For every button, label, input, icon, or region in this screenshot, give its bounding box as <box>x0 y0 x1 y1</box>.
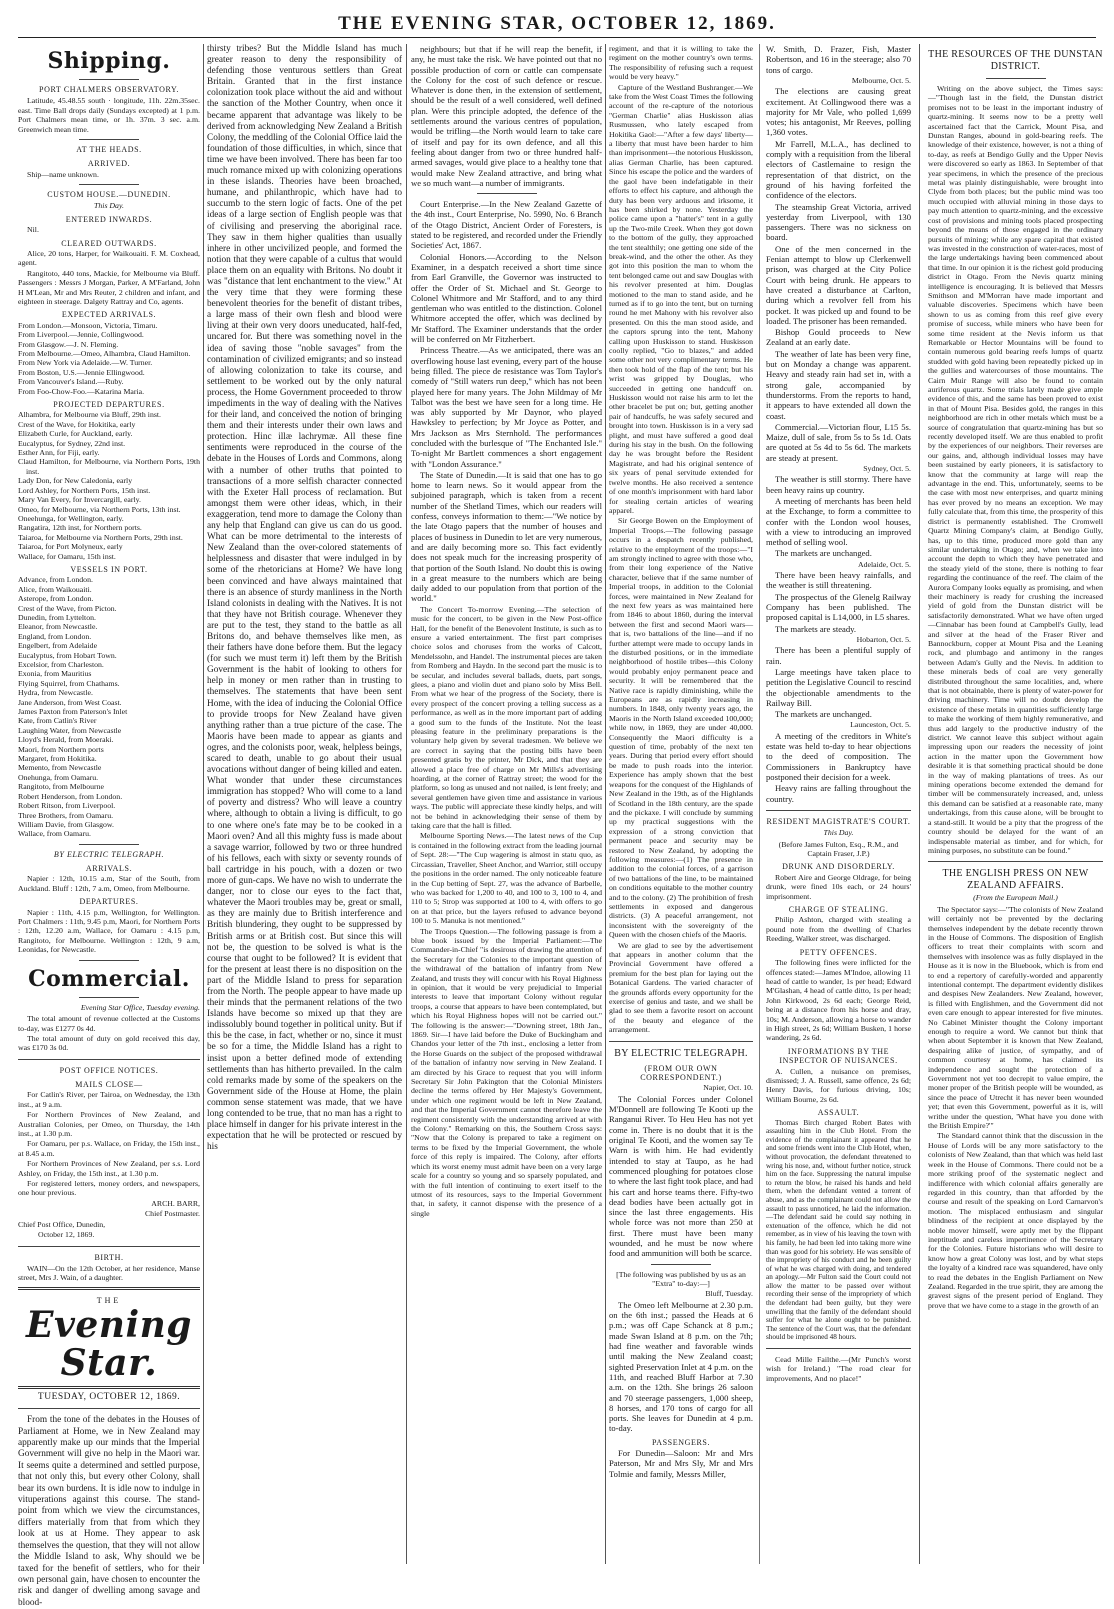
paper-name: Evening Star. <box>26 1303 192 1384</box>
melbourne-p1: The elections are causing great excitement. At Collingwood there was a majority for Mr Vale, who polled 1,699 votes; his antagonist, Mr Reeves, polling 1,360 votes. <box>766 86 911 138</box>
departures-text: Napier : 11th, 4.15 p.m, Wellington, for Wellington. Port Chalmers : 11th, 9.45 p.m, Maori, for Northern Ports : 12th, 12.20 a.m, Wallace, for Oamaru : 4.15 p.m, Rangitoto, for Melbourne. Wellington : 12th, 9 a.m, Leonidas, for Newcastle. <box>18 907 200 955</box>
article-botanical: We are glad to see by the advertisement that appears in another column that the Provincial Government have offered a premium for the best plan for laying out the Botanical Gardens. The varied character of the grounds affords every opportunity for the exercise of genius and taste, and we shall be glad to see them a favorite resort on account of the beauty and elegance of the arrangement. <box>609 940 753 1035</box>
list-item: Onehunga, from Oamaru. <box>18 772 99 782</box>
rule <box>18 1246 200 1247</box>
paper-the: THE <box>96 1295 122 1305</box>
rule <box>609 1041 753 1042</box>
cleared-label: CLEARED OUTWARDS. <box>61 238 157 248</box>
list-item: Three Brothers, from Oamaru. <box>18 810 114 820</box>
rule <box>79 997 139 998</box>
telegraph-title: BY ELECTRIC TELEGRAPH. <box>53 849 165 859</box>
observatory-title: PORT CHALMERS OBSERVATORY. <box>39 85 179 94</box>
drunk-text: Robert Aire and George Oldrage, for being drunk, were fined 10s each, or 24 hours' imprisonment. <box>766 872 911 901</box>
punch-quote: Cead Mille Failthe.—(Mr Punch's worst wish for Ireland.) "The road clear for improvements, And no place!" <box>766 1355 911 1383</box>
adelaide-p1: There have been heavy rainfalls, and the weather is still threatening. <box>766 570 911 591</box>
page-header-title: THE EVENING STAR, OCTOBER 12, 1869. <box>338 13 776 34</box>
customs-title: CUSTOM HOUSE.—DUNEDIN. <box>47 190 171 200</box>
column-divider <box>406 44 407 1564</box>
list-item: Exonia, from Mauritius <box>18 669 92 679</box>
column-news <box>411 44 602 1566</box>
post-item: For Oamaru, per p.s. Wallace, on Friday, the 15th inst., at 8.45 a.m. <box>18 1139 200 1158</box>
list-item: Advance, from London. <box>18 575 93 585</box>
in-port-list <box>18 575 200 838</box>
article-bushranger: Capture of the Westland Bushranger.—We take from the West Coast Times the following account of the re-capture of the notorious "German Charlie" alias Huskisson alias Rusmussen, who lately escaped from Hokitika Gaol:—"After a few days' liberty—a liberty that must have been harder to him than imprisonment—the notorious Huskisson, alias German Charlie, has been captured. Since his escape the police and the warders of the gaol have been indefatigable in their efforts to effect his capture, and although the duty has been very arduous and irksome, it has been shirked by none. Yesterday the police came upon a "hatter's" tent in a gully up the Two-mile Creek. When they got down to the bottom of the gully, they approached the tent stealthily; one getting one side of the break-wind, and the other the other. As they got into this position the man to whom the tent belonged came out and saw Douglas with his revolver presented at him. Douglas motioned to the man to stand aside, and he turned as if to go into the tent, but on turning round he met Mahony with his revolver also presented. On this the man stood aside, and the captors sprung into the tent, Mahony calling upon Huskisson to stand. Huskisson coolly replied, "Go to blazes," and added some other not very complimentary terms. He then took hold of the flap of the tent; but his wrist was gripped by Douglas, who succeeded in getting one handcuff on. Huskisson would not raise his arm to let the other bracelet be put on; but, getting another pair of handcuffs, he was safely secured and brought into town. Huskisson is in a very sad plight, and must have suffered a good deal during his stay in the bush. On the following day he was brought before the Resident Magistrate, and had his original sentence of six years of penal servitude extended for twelve months. He also received a sentence of one month's imprisonment with hard labor for stealing certain articles of wearing apparel. <box>609 82 753 515</box>
court-day: This Day. <box>823 828 854 838</box>
list-item: Oneehunga, for Wellington, early. <box>18 513 124 523</box>
post-item: For Northern Provinces of New Zealand, per s.s. Lord Ashley, on Friday, the 15th inst., at 1.30 p.m. <box>18 1159 200 1178</box>
list-item: Lady Don, for New Caledonia, early <box>18 476 133 486</box>
dateline-launceston: Launceston, Oct. 5. <box>850 720 911 730</box>
nuisances-label: INFORMATIONS BY THE INSPECTOR OF NUISANCES. <box>779 1046 898 1066</box>
rule <box>766 1348 911 1349</box>
list-item: Crest of the Wave, from Picton. <box>18 603 117 613</box>
post-place: Chief Post Office, Dunedin, <box>18 1219 106 1229</box>
article-sporting-news: Melbourne Sporting News.—The latest news of the Cup is contained in the following extract from the leading journal of Sept. 28:—"The Cup wagering is almost in statu quo, as Circassian, Traveller, Sheet Anchor, and Warrior, still occupy the positions in the order named. The only noticeable feature in the Cup betting of Sept. 27, was the advance of Barbelle, who was backed for 1,200 to 40, and 100 to 3, 100 to 4, and 110 to 5; Strop was supported at 100 to 4, with offers to go on at that price, but the layers refused to advance beyond 100 to 5. Manuka is not mentioned." <box>411 831 602 926</box>
list-item: Alice, from Waikouaiti. <box>18 584 92 594</box>
post-title: POST OFFICE NOTICES. <box>59 1065 159 1075</box>
nuisances-text: A. Cullen, a nuisance on premises, dismissed; J. A. Russell, same offence, 2s 6d; Henry Davis, for furious driving, 10s; William Bourne, 2s 6d. <box>766 1066 911 1104</box>
list-item: Engelbert, from Adelaide <box>18 641 98 651</box>
dateline-adelaide: Adelaide, Oct. 5. <box>857 559 911 569</box>
rule <box>986 78 1046 79</box>
list-item: England, from London. <box>18 631 92 641</box>
article-concert: The Concert To-morrow Evening.—The selection of music for the concert, to be given in the New Post-office Hall, for the benefit of the Benevolent Institute, is such as to ensure a varied entertainment. The first part comprises choice solos and choruses from the works of Calcott, Mendelssohn, and Handel. The instrumental pieces are taken from Romberg and Haydn. In the second part the music is to be secular, and includes several ballads, duets, part songs, glees, a piano and violin duet and piano solo by Miss Bell. From what we hear of the progress of the Society, there is every prospect of the concert proving a telling success as a performance, as well as in the more important part of adding a good sum to the funds of the Institute. Not the least pleasing feature in the preliminary preparations is the voluntary help given by several tradesmen. We believe we are correct in saying that the posting bills have been presented gratis by the printer, Mr Dick, and that they are allowed a place free of charge on Mr Mills's advertising hoarding, at the corner of Rattray street; the wood for the platform, so long as unused and not nailed, is lent freely; and several gentlemen have given time and assistance in various ways. The public will appreciate these kindly helps, and will not be behind in acknowledging their sense of them by taking care that the hall is filled. <box>411 604 602 831</box>
list-item: Crest of the Wave, for Hokitika, early <box>18 419 136 429</box>
assault-label: ASSAULT. <box>817 1108 860 1118</box>
list-item: Jane Anderson, from West Coast. <box>18 697 122 707</box>
departures-label: DEPARTURES. <box>79 897 139 907</box>
post-signer-title: Chief Postmaster. <box>144 1209 200 1219</box>
list-item: From Melbourne.—Omeo, Alhambra, Claud Hamilton. <box>18 349 191 359</box>
heads-arrived-label: ARRIVED. <box>87 159 131 169</box>
list-item: Taiaroa, for Port Molyneux, early <box>18 542 123 552</box>
list-item: From Vancouver's Island.—Ruby. <box>18 377 124 387</box>
list-item: From Foo-Chow-Foo.—Katarina Maria. <box>18 386 145 396</box>
adelaide-p2: The prospectus of the Glenelg Railway Company has been published. The proposed capital is L14,000, in L5 shares. <box>766 591 911 623</box>
post-date: October 12, 1869. <box>38 1230 95 1240</box>
list-item: From London.—Monsoon, Victoria, Timaru. <box>18 320 158 330</box>
launceston-p2: Heavy rains are falling throughout the country. <box>766 783 911 804</box>
shipping-header: Shipping. <box>47 48 171 74</box>
cleared-item: Rangitoto, 440 tons, Mackie, for Melbourne via Bluff. Passengers : Messrs J Morgan, Parker, A M'Farland, John H M'Lean, Mr and Mrs Reuter, 2 children and infant, and eighteen in steerage. Dalgety Rattray and Co, agents. <box>18 268 200 306</box>
list-item: Eleanor, from Newcastle. <box>18 622 98 632</box>
column-divider <box>759 44 760 1564</box>
assault-text: Thomas Birch charged Robert Bates with assaulting him in the Club Hotel. From the evidence of the complainant it appeared that he and some friends went into the Club Hotel, when, without provocation, the defendant threatened to wring his nose, and, without further notice, struck him on the face. Suppressing the natural impulse to return the blow, he raised his hands and held them, when the defendant vented a torrent of abuse, and as the complainant could not allow the assault to pass unnoticed, he laid the information.—The defendant said he could say nothing in extenuation of the offence, which he did not remember, as in view of his leaving the town with his family, he had been led into taking more wine than was good for his sobriety. He was sensible of the impropriety of his conduct and he been guilty of what he was charged with doing, and tendered an apology.—Mr Fulton said the Court could not allow the matter to be passed over without recording their sense of the impropriety of which the defendant had been guilty, but they were unwilling that the family of the defendant should suffer for what he alone ought to be punished. The sentence of the Court was, that the defendant should be imprisoned 48 hours. <box>766 1118 911 1342</box>
melbourne-p4: One of the men concerned in the Fenian attempt to blow up Clerkenwell prison, was charged at the City Police Court with being drunk. He appears to have created a disturbance at Carlton, during which a revolver fell from his pocket. It was picked up and found to be loaded. The prisoner has been remanded. <box>766 243 911 326</box>
list-item: Laughing Water, from Newcastle <box>18 725 122 735</box>
launceston-p1: A meeting of the creditors in White's estate was held to-day to hear objections to the deed of composition. The Commissioners in Bankruptcy have postponed their decision for a week. <box>766 730 911 783</box>
dateline-hobarton: Hobarton, Oct. 5. <box>856 634 911 644</box>
melbourne-p5: Bishop Gould proceeds to New Zealand at an early date. <box>766 327 911 348</box>
article-text: regiment, and that it is willing to take the regiment on the mother country's own terms. The responsibility of refusing such a request would be very heavy." <box>609 44 753 82</box>
court-title: RESIDENT MAGISTRATE'S COURT. <box>766 816 911 826</box>
observatory-text: Latitude, 45.48.55 south · longitude, 11h. 22m.35sec. east. Time Ball drops daily (Sundays excepted) at 1 p.m. Port Chalmers mean time, or 1h. 37m. 3 sec. a.m. Greenwich mean time. <box>18 96 200 134</box>
rule <box>18 1408 200 1409</box>
article-text: neighbours; but that if he will reap the benefit, if any, he must take the risk. We have pointed out that no possible production of corn or cattle can compensate the Colony for the cost of such defence or rescue. Whatever is done then, in the extension of settlement, should be the result of a well considered, well defined plan. Were this principle adopted, the defence of the settlements around the various centres of population, would be trifling—the North would learn to take care of itself and pay for its own defence, and all this feeling about danger from two or three hundred half-armed savages, would give place to a healthy tone that would make New Zealand attractive, and bring what we so much want—a number of immigrants. <box>411 44 602 188</box>
masthead <box>0 0 1114 40</box>
list-item: Esther Ann, for Fiji, early. <box>18 448 100 458</box>
dateline-bluff: Bluff, Tuesday. <box>705 1289 753 1299</box>
column-shipping <box>18 44 200 1608</box>
petty-label: PETTY OFFENCES. <box>799 947 878 957</box>
rule <box>79 184 139 185</box>
mails-label: MAILS CLOSE— <box>75 1080 143 1090</box>
post-signer: ARCH. BARR, <box>151 1198 200 1208</box>
list-item: Maori, from Northern ports <box>18 744 104 754</box>
telegraph-bluff: The Omeo left Melbourne at 2.30 p.m. on the 6th inst.; passed the Heads at 6 p.m.; was off Cape Schanck at 8 p.m.; made Swan Island at 8 p.m. on the 7th; had fine weather and favorable winds until making the New Zealand coast; sighted Preservation Inlet at 4 p.m. on the 11th, and reached Bluff Harbor at 7.30 a.m. on the 12th. She brings 26 saloon and 70 steerage passengers, 1,000 sheep, 8 horses, and 170 tons of cargo for all ports. She leaves for Dunedin at 4 p.m. to-day. <box>609 1299 753 1434</box>
list-item: Margaret, from Hokitika. <box>18 754 97 764</box>
expected-list <box>18 321 200 396</box>
passengers-text: For Dunedin—Saloon: Mr and Mrs Paterson, Mr and Mrs Sly, Mr and Mrs Tolmie and family, Messrs Miller, <box>609 1448 753 1479</box>
dateline-napier: Napier, Oct. 10. <box>703 1083 753 1093</box>
article-bowen: Sir George Bowen on the Employment of Imperial Troops.—The following passage occurs in a despatch recently published, relative to the employment of the troops:—"I am strongly inclined to agree with those who, from their long experience of the Native character, believe that if the same number of Imperial troops, in addition to the Colonial forces, were maintained in New Zealand for the next few years as was maintained here from 1846 to about 1860, during the interval between the first and second Maori wars—that is, two battalions of the line—and if no further attempt were made to occupy lands in the disturbed positions, or in the immediate neighborhood of hostile tribes—this Colony would probably enjoy permanent peace and security. It will be remembered that the Native race is rapidly diminishing, while the Europeans are as rapidly increasing in numbers. In 1848, only twenty years ago, the Maoris in the North Island exceeded 100,000; while now, in 1869, they are under 40,000. Consequently the Maori difficulty is a question of time, probably of the next ten years. During that period every effort should be made to push roads into the interior. Experience has amply shown that the best weapons for the conquest of the Highlands of New Zealand in the 19th, as of the Highlands of Scotland in the 18th century, are the spade and the pickaxe. I will conclude by summing up my practical suggestions with the expression of a strong conviction that permanent peace and security may be restored to New Zealand, by adopting the following measures:—(1) The presence in addition to the colonial forces, of a garrison of two battalions of the line, to be maintained on conditions equitable to the mother country and to the colony. (2) The prohibition of fresh settlements in exposed and dangerous districts. (3) A peaceful arrangement, not inconsistent with the sovereignty of the Queen with the chosen chiefs of the Maoris. <box>609 516 753 940</box>
list-item: William Davie, from Glasgow. <box>18 819 114 829</box>
post-item: For registered letters, money orders, and newspapers, one hour previous. <box>18 1179 200 1198</box>
leader-continued: thirsty tribes? But the Middle Island has much greater reason to deny the responsibility of defending those venturous settlers than Great Britain. Granted that in the first instance colonization took place without the aid and without the sanction of the Mother Country, when once it became apparent that advantage was likely to be derived from acknowledging New Zealand a British Colony, the meddling of the Colonial Office laid the foundation of those difficulties, in which, since that time we have been involved. There has been far too much romance mixed up with colonizing operations in these islands. Theories have been broached, humane, and philanthropic, which have had to succumb to the stern logic of facts. One of the pet ideas of a large section of English people was that of civilising and preserving the aboriginal race. They saw in them higher qualities than usually inhere in other uncivilized people, and formed the notion that they were capable of a cultus that would place them on an equality with Britons. No doubt it was "distance that lent enchantment to the view." At the very time that they were forming these benevolent theories for the benefit of distant tribes, a large mass of their own flesh and blood were living at their own very doors uneducated, half-fed, uncared for. But there was something novel in the idea of saving those "noble savages" from the contamination of civilized emigrants; and so instead of allowing colonization to take its course, and settlement to be worked out by the only natural process, the Home Government proceeded to throw impediments in the way of dealing with the Natives for their land, and conceived the notion of bringing them and their interests under their own laws and protection. Hinc illæ lachrymæ. All these fine sentiments were reproduced in the course of the debate in the Houses of Lords and Commons, along with a number of other truths that pointed to transactions of a more selfish character connected with the Exeter Hall process of reclamation. But amongst them were other ideas, which, in their exaggeration, tend more to damage the Colony than any help that England can give us can do us good. What can be more detrimental to the interests of New Zealand than the over-colored statements of helplessness and disaster that were indulged in by some of the rhetoricians at Home? We have long been convinced and have always maintained that there is an absence of sturdy manliness in the North Island colonists in dealing with the Natives. It is not that they have not British courage. Whenever they are put to the test, they stand to the battle as all Britons do, and behave themselves like men, as their fathers have done before them. But the legacy (for such we must term it) left them by the British Government is the habit of looking to others for help in money or men rather than in trusting to themselves. The statements that have been sent Home, with the idea of inducing the Colonial Office to provide troops for New Zealand have given anything rather than a true picture of the case. The Maoris have been made to appear as giants and ogres, and the colonists poor, weak, helpless beings, scared to death, unable to go about their usual avocations without danger of being killed and eaten. What wonder that under these circumstances immigration has stopped? Who will come to a land of poverty and distress? Who will leave a country where, although to obtain a living is difficult, to go to one where one's fate may be to be cooked in a Maori oven? And all this mighty fuss is made about a savage warrior, followed by two or three hundred of his fellows, each with sixty or seventy rounds of ball cartridge in his pouch, with a dozen or two more of gun-caps. We have no wish to underrate the danger, nor to close our eyes to the fact that, whatever the Maori troubles may be, great or small, as they are mainly due to British interference and British blundering, they ought to be suppressed by British arms or at British cost. But since this will not be, the question to be solved is what is the course that ought to be followed? It is evident that for the present at least there is no disposition on the part of the Middle Island to press for separation from the North. The people appear to have made up their minds that the permanent relations of the two Islands have become so mixed up that they are indissolubly bound together in political unity. But if this be the case, in fact, whether or no, since it must be so for a time, the Middle Island has a right to insist upon a better defined mode of extending settlements than has hitherto prevailed. In the calm cold remarks made by some of the speakers on the Government side of the House at Home, the plain common sense statement was made, that we have long contended to be true, that no man has a right to place himself in danger for his private interest in the expectation that he will be protected or rescued by his <box>207 44 402 1153</box>
list-item: Eucalyptus, for Sydney, 22nd inst. <box>18 438 126 448</box>
passengers-continued: W. Smith, D. Frazer, Fish, Master Robertson, and 16 in the steerage; also 70 tons of cargo. <box>766 44 911 75</box>
english-press-source: (From the European Mail.) <box>973 893 1058 903</box>
list-item: From New York via Adelaide.—W. Turner. <box>18 358 153 368</box>
melbourne-p3: The steamship Great Victoria, arrived yesterday from Liverpool, with 130 passengers. There was no sickness on board. <box>766 201 911 243</box>
commercial-p1: The total amount of revenue collected at the Customs to-day, was £1277 0s 4d. <box>18 1014 200 1033</box>
customs-day: This Day. <box>94 201 124 211</box>
list-item: Excelsior, from Charleston. <box>18 660 104 670</box>
list-item: Alhambra, for Melbourne via Bluff, 29th inst. <box>18 410 161 420</box>
subcolumn-left <box>609 44 753 1566</box>
post-item: For Catlin's River, per Tairoa, on Wednesday, the 13th inst., at 9 a.m. <box>18 1090 200 1109</box>
article-court-enterprise: Court Enterprise.—In the New Zealand Gazette of the 4th inst., Court Enterprise, No. 5990, No. 6 Branch of the Otago District, Ancient Order of Foresters, is stated to be registered, and recorded under the Friendly Societies' Act, 1867. <box>411 199 602 251</box>
article-troops-question: The Troops Question.—The following passage is from a blue book issued by the Imperial Parliament:—The Commander-in-Chief "is desirous of drawing the attention of the Secretary for the Colonies to the important question of the withdrawal of the battalion of infantry from New Zealand, and trusts they will concur with his Royal Highness in opinion, that it would be very prejudicial to Imperial interests to leave that important Colony without regular troops, a course that appears to have been contemplated, but which his Royal Highness hopes will not be carried out." The following is the answer:—"Downing street, 18th Jan., 1869. Sir—I have laid before the Duke of Buckingham and Chandos your letter of the 7th inst., enclosing a letter from the Horse Guards on the subject of the proposed withdrawal of the battalion of infantry now serving in New Zealand. I am directed by his Grace to request that you will inform Secretary Sir John Pakington that the Colonial Ministers decline the terms offered by Her Majesty's Government, under which one regiment would be left in New Zealand, and that the Imperial Government cannot therefore leave the regiment consistently with the understanding arrived at with the Colony." Remarking on this, the Southern Cross says: "Now that the Colony is prepared to take a regiment on terms to be fixed by the Imperial Government, the whole force of this reply is impaired. The Colony, after efforts which its worst enemy must admit have been on a very large scale for a country so young and so sparsely populated, and with the full intention of continuing to exert itself to the utmost of its resources, says to the Imperial Government that, in safety, it cannot dispense with the presence of a single <box>411 926 602 1218</box>
petty-text: The following fines were inflicted for the offences stated:—James M'Indoe, allowing 11 head of cattle to wander, 1s per head; Edward M'Glashan, 4 head of cattle ditto, 1s per head; John Kirkwood, 2s 6d each; George Reid, being at a distance from his horse and dray, 10s; M. Anderson, allowing a horse to wander in High street, 2s 6d; William Busken, 1 horse wandering, 2s 6d. <box>766 958 911 1043</box>
rule <box>18 1287 200 1290</box>
list-item: Lloyd's Herald, from Moeraki. <box>18 735 114 745</box>
rule <box>79 844 139 845</box>
english-press-p1: The Spectator says:—"The colonists of New Zealand will certainly not be prevented by the declaring themselves independent by the debate recently thrown in the House of Commons. The disposition of English officers to treat their complaints with scorn and themselves with insolence was as fully displayed in the House as it is now in the Bluebook, which is from end to end a repertory of carefully-worded and apparently intentional contempt. The department evidently dislikes and despises New Zealanders. New Zealand, however, is filled with Englishmen, and the Government did not even care enough to appear interested for five minutes. No Cabinet Minister thought the Colony important enough to require a word. We cannot but think that when about September it is known that New Zealand, despairing alike of justice, of sympathy, and of common courtesy at home, has claimed its independence and sought the protection of a Government not yet too decrepit to value empire, the moner proper of the British people will be wounded, as since the peace of Utrecht it has never been wounded yet; that even this Government, powerful as it is, will writhe under the question, 'What have you done with the British Empire?'" <box>928 904 1104 1131</box>
list-item: Taiaroa, for Melbourne via Northern Ports, 29th inst. <box>18 532 183 542</box>
arrivals-text: Napier : 12th, 10.15 a.m, Star of the South, from Auckland. Bluff : 12th, 7 a.m, Omeo, from Melbourne. <box>18 874 200 893</box>
rule <box>651 1264 711 1265</box>
entered-text: Nil. <box>27 225 39 235</box>
commercial-p2: The total amount of duty on gold received this day, was £170 3s 0d. <box>18 1033 200 1053</box>
post-item: For Northern Provinces of New Zealand, and Australian Colonies, per Omeo, on Thursday, the 14th inst., at 1.30 p.m. <box>18 1110 200 1139</box>
entered-label: ENTERED INWARDS. <box>65 214 153 224</box>
list-item: Rangitoto, from Melbourne <box>18 782 104 792</box>
rule <box>928 861 1103 862</box>
column-leader <box>207 44 402 1566</box>
list-item: Memento, from Newcastle <box>18 763 102 773</box>
telegraph-title: BY ELECTRIC TELEGRAPH. <box>614 1047 748 1059</box>
subcolumn-right <box>766 44 911 1566</box>
list-item: James Paxton from Paterson's Inlet <box>18 707 128 717</box>
rule <box>18 1059 200 1060</box>
projected-label: PROJECTED DEPARTURES. <box>53 400 165 410</box>
passengers-title: PASSENGERS. <box>651 1437 711 1447</box>
rule <box>79 960 139 961</box>
commercial-header: Commercial. <box>28 965 190 992</box>
arrivals-label: ARRIVALS. <box>85 864 133 874</box>
rule <box>766 810 911 811</box>
hobarton-p3: The markets are unchanged. <box>775 709 872 720</box>
stealing-label: CHARGE OF STEALING. <box>788 905 889 915</box>
rule <box>18 1386 200 1389</box>
adelaide-p3: The markets are steady. <box>775 623 857 634</box>
in-port-label: VESSELS IN PORT. <box>70 564 148 574</box>
list-item: Robert Ritson, from Liverpool. <box>18 801 116 811</box>
dateline-melbourne: Melbourne, Oct. 5. <box>851 75 911 85</box>
list-item: Lord Ashley, for Northern Ports, 15th inst. <box>18 485 151 495</box>
header-rule <box>18 37 1096 38</box>
column-resources <box>928 44 1103 1566</box>
resources-title: THE RESOURCES OF THE DUNSTAN DISTRICT. <box>928 49 1103 72</box>
list-item: Mary Van Every, for Invercargill, early. <box>18 495 141 505</box>
commercial-office: Evening Star Office, Tuesday evening. <box>80 1002 200 1012</box>
court-bench: (Before James Fulton, Esq., R.M., and Captain Fraser, J.P.) <box>778 839 899 859</box>
list-item: Dunedin, from Lyttelton. <box>18 612 96 622</box>
list-item: Claud Hamilton, for Melbourne, via Northern Ports, 19th inst. <box>18 457 200 476</box>
melbourne-p2: Mr Farrell, M.L.A., has declined to comply with a requisition from the liberal electors of Castlemaine to resign the representation of that district, on the ground of his having forfeited the confidence of the electors. <box>766 138 911 201</box>
heads-text: Ship—name unknown. <box>27 169 99 179</box>
dateline-sydney: Sydney, Oct. 5. <box>863 463 911 473</box>
column-divider <box>605 44 606 1564</box>
rule <box>79 139 139 140</box>
projected-list <box>18 410 200 561</box>
english-press-title: THE ENGLISH PRESS ON NEW ZEALAND AFFAIRS. <box>942 868 1089 892</box>
rule <box>79 79 139 80</box>
extras-note: [The following was published by us as an "Extra" to-day:—] <box>616 1269 746 1289</box>
stealing-text: Philip Ashton, charged with stealing a pound note from the dwelling of Charles Reeding, Walker street, was discharged. <box>766 915 911 944</box>
resources-text: Writing on the above subject, the Times says:—"Though last in the field, the Dunstan district promises not to be least in the important industry of quartz-mining. It seems now to be a pretty well ascertained fact that the Carrick, Mount Pisa, and Dunstan Ranges, abound in gold-bearing reefs. The knowledge of their existence, however, is not a thing of to-day, as reefs at Bendigo Gully and the Upper Nevis were discovered so early as 1863. In September of that year specimens, in which the presence of the precious metal was plainly distinguishable, were brought into Clyde from both places; but the public mind was too much occupied with alluvial mining in those days to pay much attention to quartz-mining, and the excessive cost of provisions and mining tools placed prospecting beyond the means of those engaged in the ordinary pursuits of mining; while any spare capital that existed was invested in the construction of water-races, most of the large undertakings having been commenced about that time. In our opinion it is the richest gold producing district in Otago. From the Nevis quartz mining intelligence is encouraging. It is believed that Messrs Smithson and M'Morran have made important and valuable discoveries. Specimens which have been shown to us as coming from this reef give every promise of success, while miners who have been for some time resident at the Nevis inform us that Remarkable or Hector Mountains will be found to contain numerous gold bearing reefs lumps of quartz studded with gold having been repeatedly picked up in the gullies and watercourses of those mountains. The Cairn Muir Range will also be found to contain auriferous quartz. Some trials lately made give ample evidence of this, and the same has been proved to exist in that of Mount Pisa. Besides gold, the ranges in this neighborhood are rich in other metals which must be a source of congratulation that quartz-mining has but so recently developed itself. We are thus enabled to profit by the experiences of our neighbors. Their reverses are our gains, and, although individual losses may have been sustained by early pioneers, it is satisfactory to know that the community at large will reap the advantage in the end. This, unfortunately, seems to be the case with most new enterprises, and quartz mining has ever proved by no means an exception. We may fully calculate that, from this time, the prosperity of this district is permanently established. The Cromwell Quartz Mining Company's claim, at Bendigo Gully, has, up to this time, produced more gold than any similar undertaking in Otago; and, when we take into account the depth to which they have penetrated and the steady yield of the stone, there is nothing to fear regarding the continuance of the reef. The claim of the Aurora Company looks equally as promising, and when their machinery is ready for crushing the increased yield of gold from the Dunstan district will be satisfactorily demonstrated. What we have often urged—Cinnabar has been found at Campbell's Gully, lead and silver at the head of the Fraser River and Bannockburn, copper at Mount Pisa and the Leaning rock, and plumbago and antimony in the ranges between Adam's Gully and the Nevis. In addition to these minerals beds of coal are very generally distributed throughout the same localities, and, where that is not obtainable, there is plenty of water-power for driving machinery. Time will no doubt develop the existence of these metals in quantities sufficiently large to make the working of them highly remunerative, and thus add largely to the productive industry of the district. We cannot leave this subject without again impressing upon our readers the necessity of joint action in the matter upon the Government how desirable it is that something practical should be done in the way of making plantations of trees. As our mining operations become extended the demand for timber will be commensurately increased, and, unless this demand can be satisfied at a reasonable rate, many undertakings, from this cause alone, will be brought to a stand-still. It would be a pity that the progress of the country should be delayed for the want of an indispensable material as timber, and for which, for mining purposes, no substitute can be found." <box>928 84 1103 855</box>
list-item: Wallace, for Oamaru, 15th inst. <box>18 551 116 561</box>
column-divider <box>203 44 204 1564</box>
article-princess-theatre: Princess Theatre.—As we anticipated, there was an overflowing house last evening, every part of the house being filled. The piece de resistance was Tom Taylor's comedy of "Still waters run deep," which has not been played here for many years. The John Mildmay of Mr Talbot was the best we have seen for a long time. He was ably supported by Mr Daynor, who played Hawksley to perfection; by Mr Joyce as Potter, and Mrs Jackson as Mrs Sternhold. The performances concluded with the burlesque of "The Enchanted Isle." To-night Mr Bartlett commences a short engagement with "London Assurance." <box>411 345 602 469</box>
column-telegraph <box>609 44 911 1566</box>
birth-title: BIRTH. <box>94 1252 124 1262</box>
list-item: Flying Squirrel, from Chathams. <box>18 678 120 688</box>
cleared-item: Alice, 20 tons, Harper, for Waikouaiti. F. M. Coxhead, agent. <box>18 248 200 268</box>
list-item: Eucalyptus, from Hobart Town. <box>18 650 117 660</box>
drunk-label: DRUNK AND DISORDERLY. <box>782 862 895 872</box>
english-press-p2: The Standard cannot think that the discussion in the House of Lords will be any more satisfactory to the colonists of New Zealand, than that which was held last week in the House of Commons. There could not be a more striking proof of the systematic neglect and indifference with which colonial affairs generally are regarded in this country, than that afforded by the course and result of the speaking on Lord Carnarvon's motion. The misplaced enthusiasm and singular blindness of the recipient at once displayed by the noble mover himself, were aptly met by the flippant ineptitude and careless impertinence of the Secretary for the Colonies. Future historians who will desire to know how a great Colony was lost, and by what steps the loyalty of a kindred race was squandered, have only to read the debates in the English Parliament on New Zealand. Regarded in the true spirit, they are among the gravest signs of the present period of England. They prove that we have come to a stage in the growth of an <box>928 1131 1103 1310</box>
list-item: Robert Henderson, from London. <box>18 791 123 801</box>
list-item: From Glasgow.—J. N. Fleming. <box>18 339 119 349</box>
article-state-of-dunedin: The State of Dunedin.—It is said that one has to go home to learn news. So it would appear from the subjoined paragraph, which is taken from a recent number of the Shetland Times, which our readers will confess, conveys information to them:—"We notice by the late Otago papers that the number of houses and places of business in Dunedin to let are very numerous, and are daily becoming more so. This fact evidently does not speak much for the increasing prosperity of that portion of the South Island. No doubt this is owing in a great measure to the numbers which are being daily added to our population from that portion of the world." <box>411 469 602 604</box>
paper-date: TUESDAY, OCTOBER 12, 1869. <box>37 1391 181 1402</box>
rule <box>477 193 537 194</box>
list-item: Hydra, from Newcastle. <box>18 688 93 698</box>
list-item: Omeo, for Melbourne, via Northern Ports, 13th inst. <box>18 504 181 514</box>
hobarton-p1: There has been a plentiful supply of rain. <box>766 645 911 666</box>
leader-text: From the tone of the debates in the Houses of Parliament at Home, we in New Zealand may apparently make up our minds that the Imperial Government will give no help in the Maori war. It seems quite a determined and settled purpose, that not only this, but every other Colony, shall bear its own burdens. It is idle now to indulge in vituperations against this course. The stand-point from which we view the circumstances, differs materially from that from which they look at us at Home. They appear to ask themselves the question, that they will not allow the Middle Island to ask, Why should we be taxed for the benefit of settlers, who for their own personal gain, have chosen to encounter the risk and danger of dwelling among savage and blood- <box>18 1415 200 1608</box>
list-item: Kate, from Catlin's River <box>18 716 97 726</box>
melbourne-p7: Commercial.—Victorian flour, L15 5s. Maize, dull of sale, from 5s to 5s 1d. Oats are quoted at 5s 4d to 5s 6d. The markets are steady at present. <box>766 421 911 463</box>
list-item: Asterope, from London. <box>18 594 94 604</box>
heads-title: AT THE HEADS. <box>76 144 142 154</box>
list-item: Elizabeth Curle, for Auckland, early. <box>18 429 133 439</box>
list-item: Wallace, from Oamaru. <box>18 829 91 839</box>
list-item: Rangatira, 12th inst, for Northern ports. <box>18 523 142 533</box>
sydney-p2: A meeting of merchants has been held at the Exchange, to form a committee to confer with the London wool houses, with a view to introducing an improved method of selling wool. <box>766 495 911 548</box>
column-divider <box>919 44 920 1564</box>
melbourne-p6: The weather of late has been very fine, but on Monday a change was apparent. Heavy and steady rain had set in, with a strong gale, accompanied by thunderstorms. From the reports to hand, it appears to have extended all down the coast. <box>766 348 911 421</box>
sydney-p3: The markets are unchanged. <box>775 548 872 559</box>
expected-label: EXPECTED ARRIVALS. <box>61 310 157 320</box>
birth-text: WAIN—On the 12th October, at her residence, Manse street, Mrs J. Wain, of a daughter. <box>18 1263 200 1283</box>
list-item: From Boston, U.S.—Jennie Ellingwood. <box>18 367 145 377</box>
hobarton-p2: Large meetings have taken place to petition the Legislative Council to rescind the objectionable amendments to the Railway Bill. <box>766 666 911 708</box>
sydney-p1: The weather is still stormy. There have been heavy rains up country. <box>766 474 911 495</box>
list-item: From Liverpool.—Jennie, Collingwood. <box>18 330 144 340</box>
article-colonial-honors: Colonial Honors.—According to the Nelson Examiner, in a despatch received a short time since from Earl Granville, the Governor was instructed to offer the Order of St. Michael and St. George to Colonel Whitmore and Mr Stafford, and to any third gentleman who was entitled to the distinction. Colonel Whitmore accepted the offer, which was declined by Mr Stafford. The Examiner understands that the order will be conferred on Mr Fitzherbert. <box>411 251 602 345</box>
telegraph-subtitle: (FROM OUR OWN CORRESPONDENT.) <box>640 1063 722 1083</box>
telegraph-napier: The Colonial Forces under Colonel M'Donnell are following Te Kooti up the Ranganui River. To Heu Heu has not yet come in. There is no doubt that it is the original Te Kooti, and the women say Te Warn is with him. He had evidently intended to stay at Taupo, as he had commenced ploughing for potatoes close to where the last fight took place, and had his cart and horse teams there. Fifty-two dead bodies have been actually got in since the last three engagements. His whole force was not more than 250 at first. There must have been many wounded, and he must be now where food and ammunition will both be scarce. <box>609 1093 753 1259</box>
